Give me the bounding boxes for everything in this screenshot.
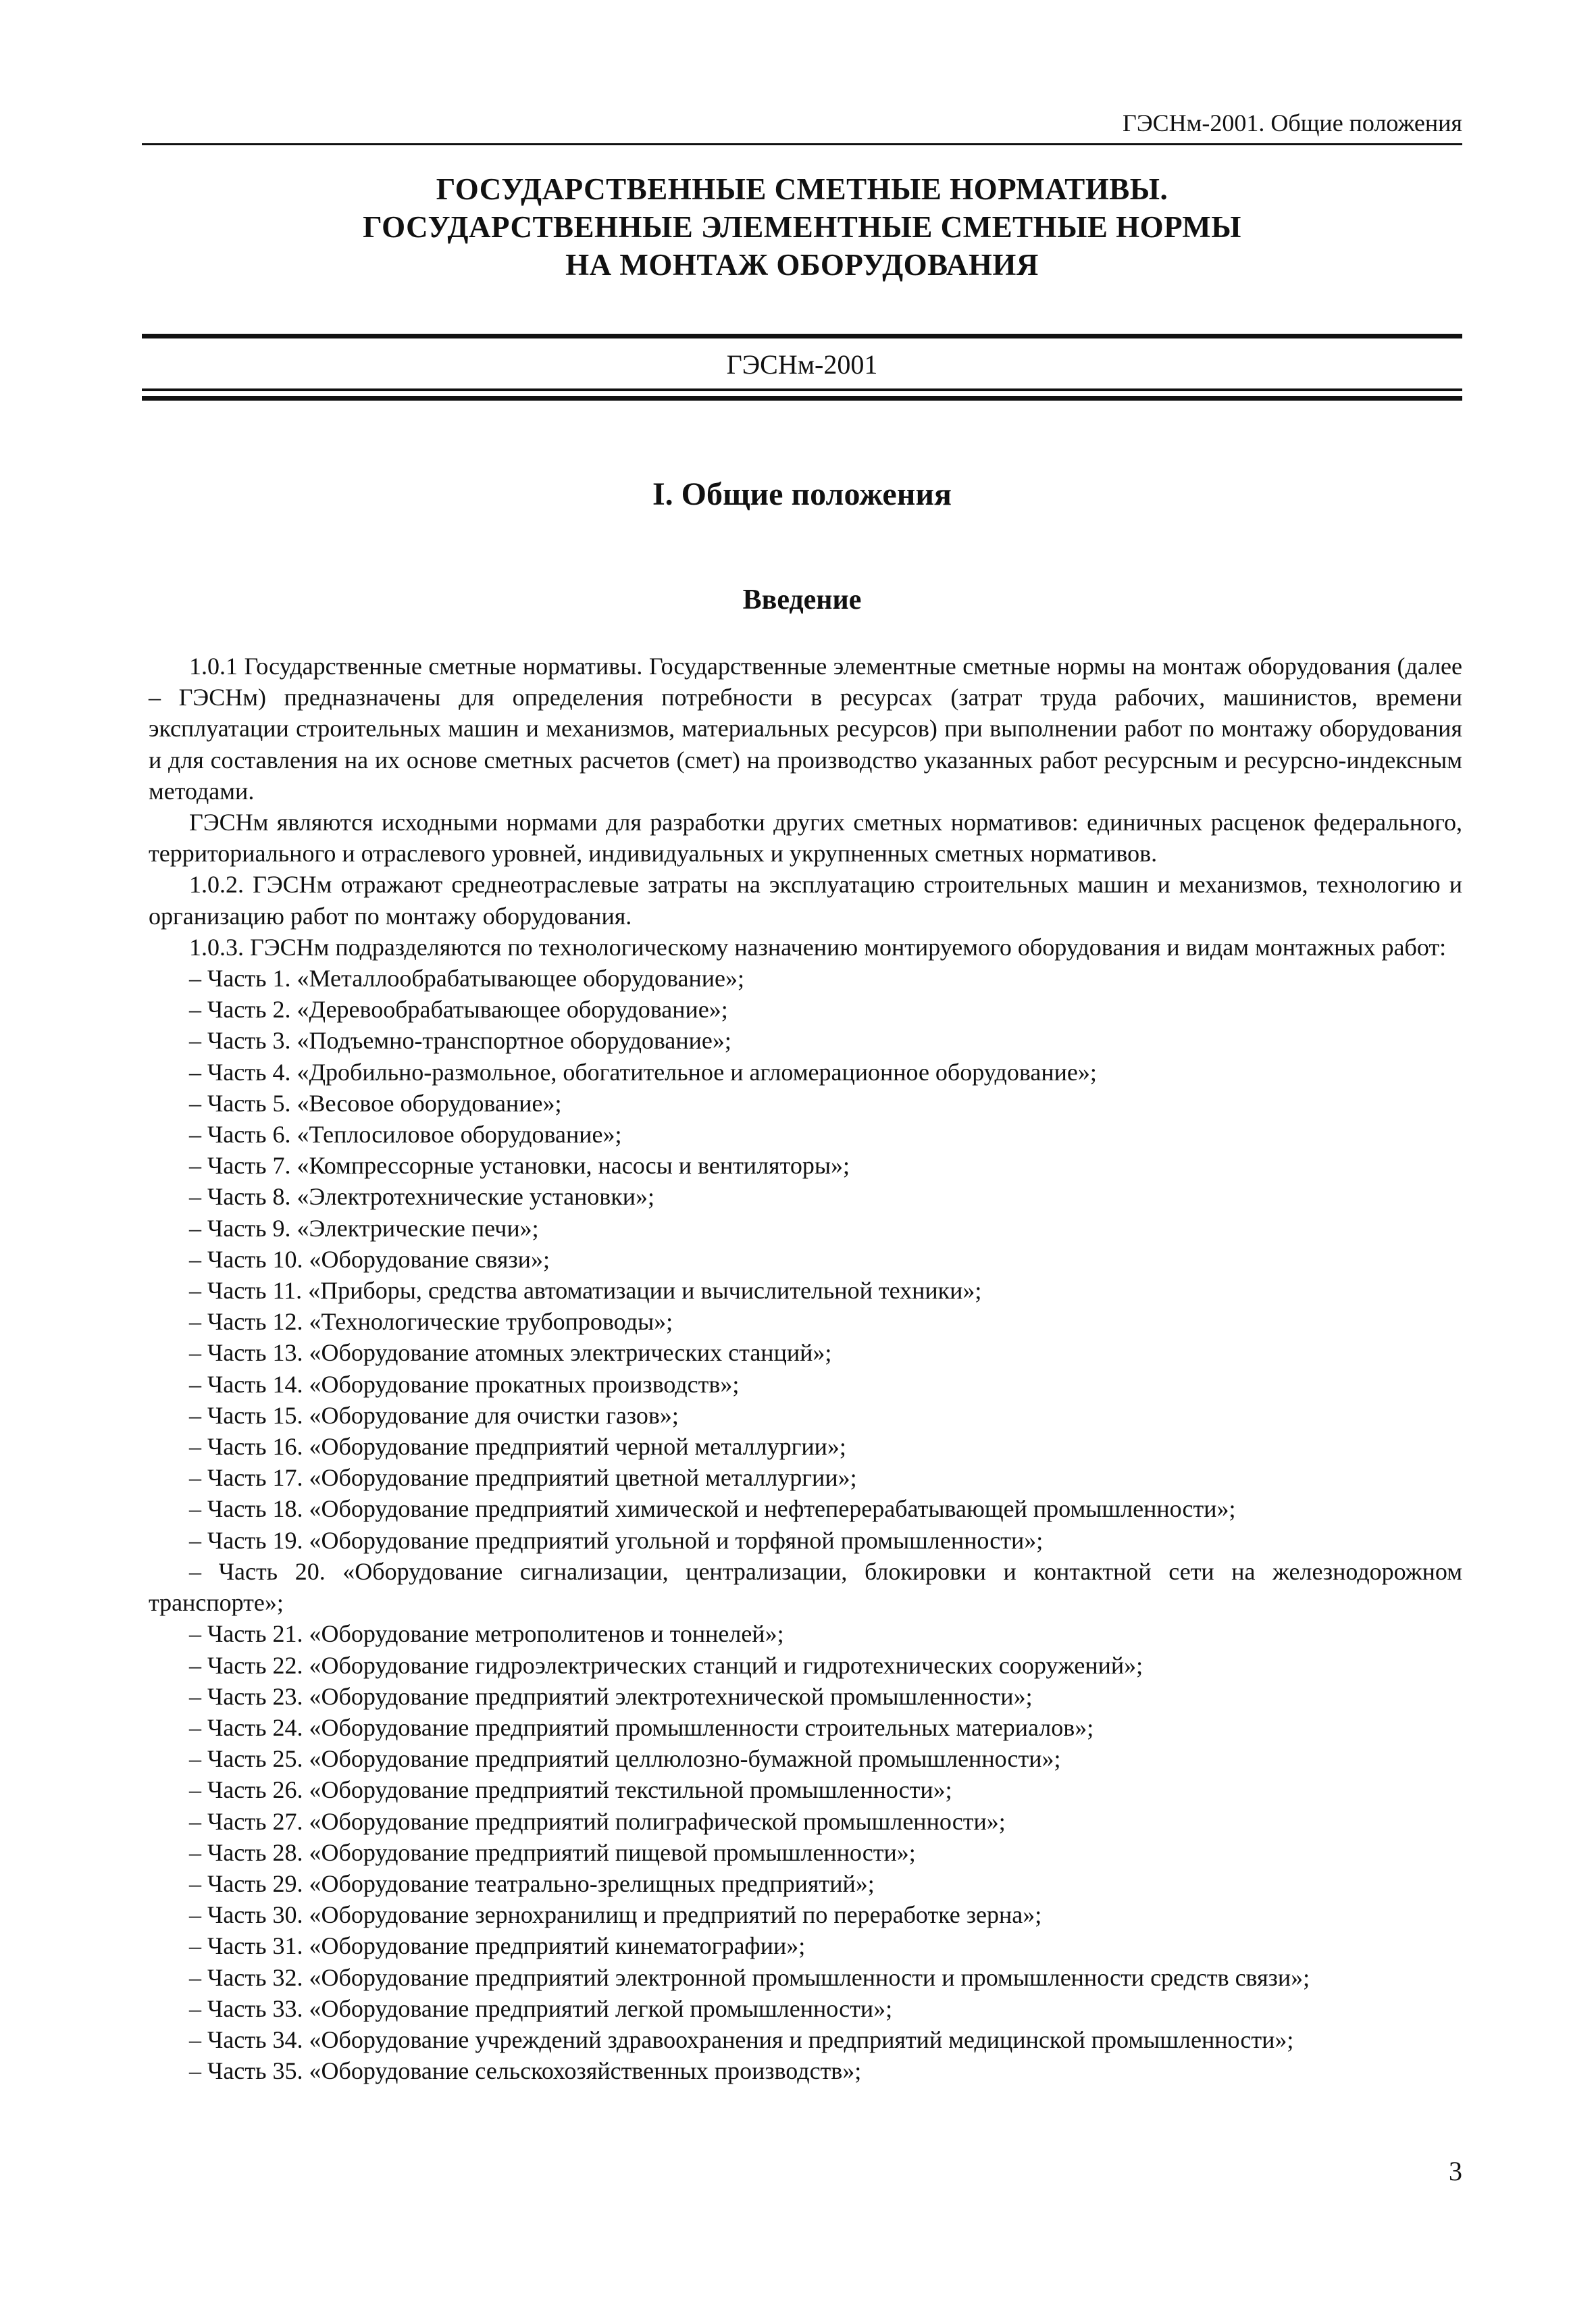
list-item: – Часть 7. «Компрессорные установки, насосы и вентиляторы»; [189, 1152, 850, 1180]
list-item: – Часть 5. «Весовое оборудование»; [189, 1089, 562, 1117]
paragraph-1-0-3: 1.0.3. ГЭСНм подразделяются по технологическому назначению монтируемого оборудования и видам монтажных работ: [189, 933, 1447, 961]
list-item: – Часть 3. «Подъемно-транспортное оборудование»; [189, 1027, 731, 1055]
section-heading: I. Общие положения [652, 476, 952, 512]
list-item: – Часть 16. «Оборудование предприятий черной металлургии»; [189, 1433, 846, 1461]
list-item: – Часть 24. «Оборудование предприятий промышленности строительных материалов»; [189, 1713, 1094, 1741]
list-item: – Часть 28. «Оборудование предприятий пищевой промышленности»; [189, 1838, 916, 1866]
document-title [142, 170, 1462, 284]
subsection-heading: Введение [742, 584, 862, 615]
header-rule [142, 143, 1462, 145]
list-item: – Часть 21. «Оборудование метрополитенов и тоннелей»; [189, 1620, 784, 1648]
list-item: – Часть 2. «Деревообрабатывающее оборудование»; [189, 996, 728, 1024]
list-item: – Часть 14. «Оборудование прокатных производств»; [189, 1370, 740, 1398]
list-item: – Часть 18. «Оборудование предприятий химической и нефтеперерабатывающей промышленности»; [189, 1495, 1236, 1523]
title-line-1: ГОСУДАРСТВЕННЫЕ СМЕТНЫЕ НОРМАТИВЫ. [436, 172, 1168, 206]
document-code: ГЭСНм-2001 [726, 349, 878, 380]
list-item: – Часть 1. «Металлообрабатывающее оборудование»; [189, 965, 744, 992]
list-item: – Часть 13. «Оборудование атомных электрических станций»; [189, 1339, 832, 1367]
list-item: – Часть 19. «Оборудование предприятий угольной и торфяной промышленности»; [189, 1526, 1044, 1554]
paragraph-gesnm-basis: ГЭСНм являются исходными нормами для разработки других сметных нормативов: единичных расценок федерального, территориального и отраслевого уровней, индивидуальных и укрупненных сметных нормативов. [149, 809, 1462, 867]
list-item: – Часть 25. «Оборудование предприятий целлюлозно-бумажной промышленности»; [189, 1745, 1061, 1773]
title-line-3: НА МОНТАЖ ОБОРУДОВАНИЯ [565, 248, 1039, 282]
paragraph-1-0-1: 1.0.1 Государственные сметные нормативы. Государственные элементные сметные нормы на монтаж оборудования (далее – ГЭСНм) предназначены для определения потребности в ресурсах (затрат труда рабочих, машинистов, времени эксплуатации строительных машин и механизмов, материальных ресурсов) при выполнении работ по монтажу оборудования и для составления на их основе сметных расчетов (смет) на производство указанных работ ресурсным и ресурсно-индексным методами. [149, 653, 1462, 805]
list-item: – Часть 29. «Оборудование театрально-зрелищных предприятий»; [189, 1869, 875, 1897]
list-item: – Часть 20. «Оборудование сигнализации, централизации, блокировки и контактной сети на железнодорожном транспорте»; [149, 1557, 1462, 1617]
list-item: – Часть 34. «Оборудование учреждений здравоохранения и предприятий медицинской промышленности»; [189, 2026, 1294, 2053]
running-head: ГЭСНм-2001. Общие положения [1123, 109, 1462, 136]
page-number: 3 [1449, 2156, 1462, 2186]
list-item: – Часть 22. «Оборудование гидроэлектрических станций и гидротехнических сооружений»; [189, 1651, 1143, 1679]
list-item: – Часть 8. «Электротехнические установки»; [189, 1183, 655, 1211]
paragraph-1-0-2: 1.0.2. ГЭСНм отражают среднеотраслевые затраты на эксплуатацию строительных машин и механизмов, технологию и организацию работ по монтажу оборудования. [149, 871, 1462, 930]
list-item: – Часть 33. «Оборудование предприятий легкой промышленности»; [189, 1994, 893, 2022]
list-item: – Часть 12. «Технологические трубопроводы»; [189, 1308, 673, 1336]
list-item: – Часть 6. «Теплосиловое оборудование»; [189, 1121, 622, 1149]
title-rule-top [142, 334, 1462, 338]
list-item: – Часть 27. «Оборудование предприятий полиграфической промышленности»; [189, 1807, 1006, 1835]
title-line-2: ГОСУДАРСТВЕННЫЕ ЭЛЕМЕНТНЫЕ СМЕТНЫЕ НОРМЫ [363, 210, 1241, 244]
list-item: – Часть 4. «Дробильно-размольное, обогатительное и агломерационное оборудование»; [189, 1058, 1097, 1086]
parts-list [149, 963, 1462, 2086]
list-item: – Часть 26. «Оборудование предприятий текстильной промышленности»; [189, 1776, 952, 1804]
list-item: – Часть 17. «Оборудование предприятий цветной металлургии»; [189, 1464, 857, 1492]
list-item: – Часть 31. «Оборудование предприятий кинематографии»; [189, 1932, 806, 1960]
body-text [149, 651, 1462, 2086]
list-item: – Часть 35. «Оборудование сельскохозяйственных производств»; [189, 2057, 862, 2085]
title-rule-double-upper [142, 388, 1462, 391]
list-item: – Часть 9. «Электрические печи»; [189, 1214, 539, 1242]
list-item: – Часть 11. «Приборы, средства автоматизации и вычислительной техники»; [189, 1277, 982, 1305]
list-item: – Часть 10. «Оборудование связи»; [189, 1245, 550, 1273]
title-rule-double-lower [142, 396, 1462, 401]
list-item: – Часть 32. «Оборудование предприятий электронной промышленности и промышленности средств связи»; [189, 1963, 1310, 1991]
list-item: – Часть 15. «Оборудование для очистки газов»; [189, 1401, 679, 1429]
list-item: – Часть 30. «Оборудование зернохранилищ и предприятий по переработке зерна»; [189, 1901, 1042, 1929]
list-item: – Часть 23. «Оборудование предприятий электротехнической промышленности»; [189, 1682, 1033, 1710]
